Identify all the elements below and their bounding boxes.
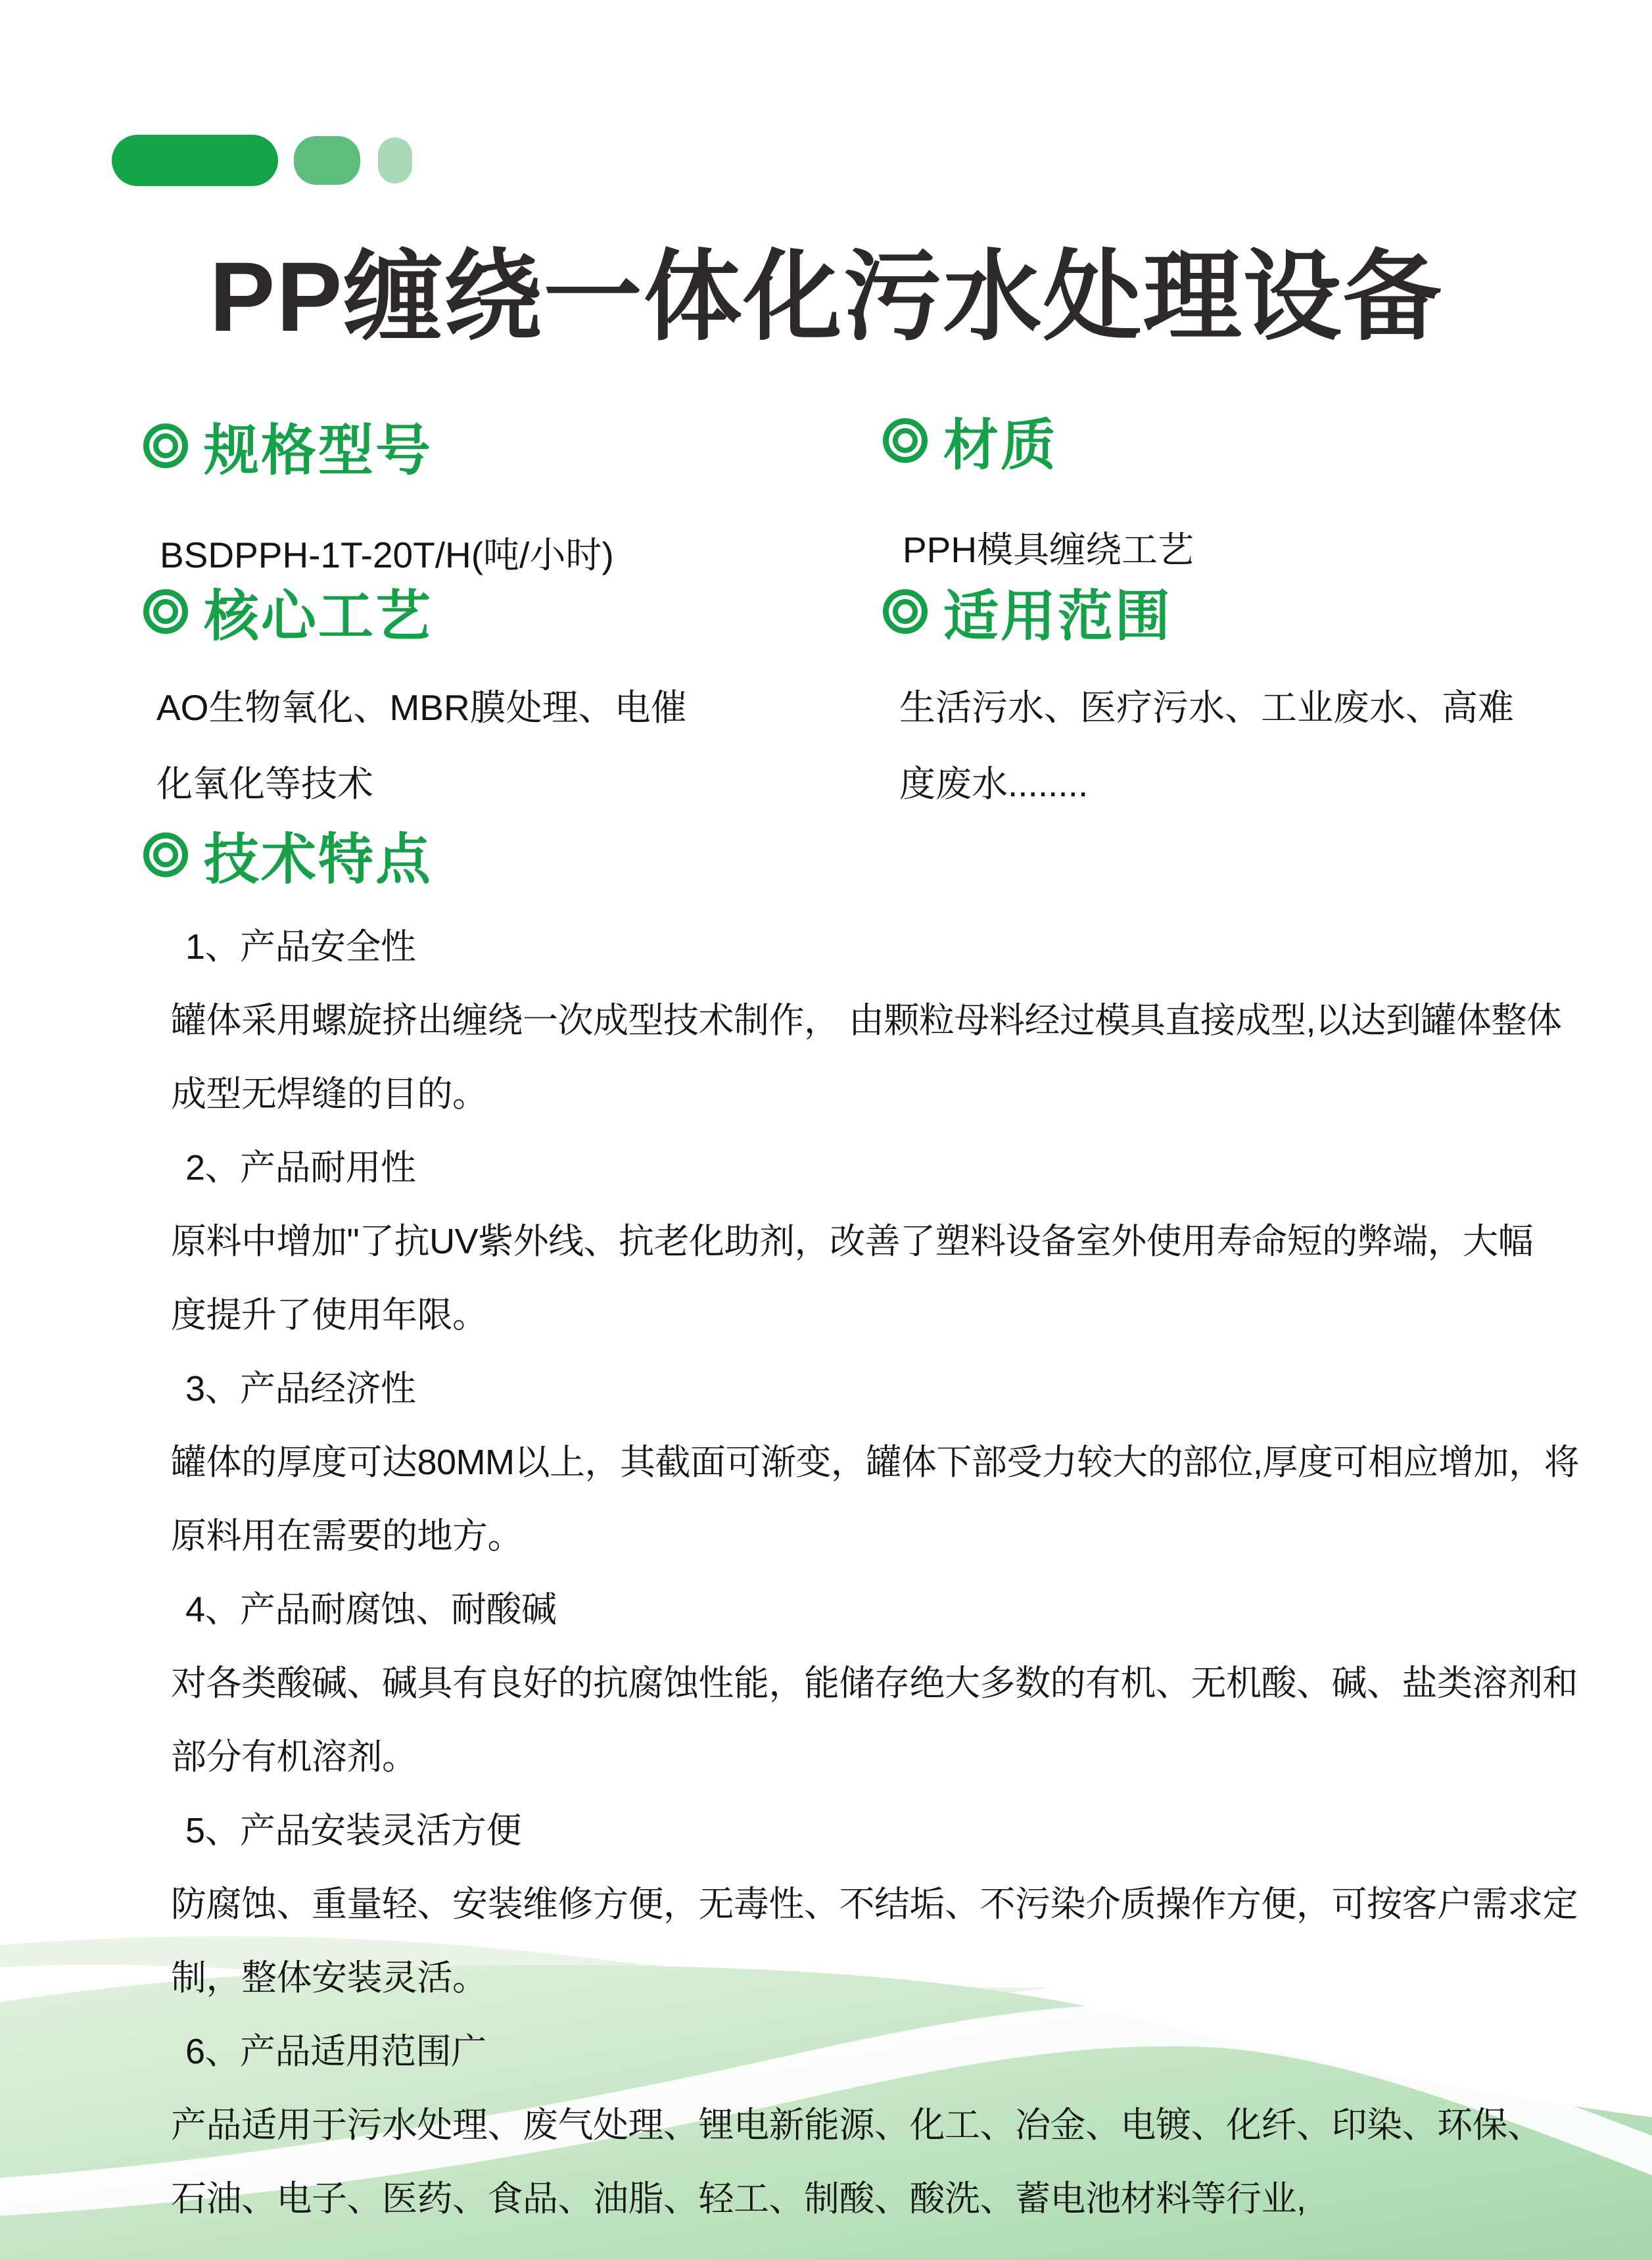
core-process-text: AO生物氧化、MBR膜处理、电催 [156,687,687,728]
decor-bar-small [378,137,412,183]
section-scope-heading [883,580,1619,647]
bullseye-icon [143,589,188,634]
decor-bar-large [112,135,278,186]
feature-text: 罐体采用螺旋挤出缠绕一次成型技术制作， 由颗粒母料经过模具直接成型,以达到罐体整体 [171,1001,1562,1040]
section-scope-body [883,669,1619,822]
feature-text: 对各类酸碱、碱具有良好的抗腐蚀性能，能储存绝大多数的有机、无机酸、碱、盐类溶剂和 [171,1664,1578,1703]
core-process-text: 化氧化等技术 [156,763,374,804]
feature-text: 成型无焊缝的目的。 [171,1074,488,1114]
section-material-heading [883,409,1606,476]
feature-text: 防腐蚀、重量轻、安装维修方便，无毒性、不结垢、不污染介质操作方便，可按客户需求定 [171,1885,1578,1924]
material-text: PPH模具缠绕工艺 [903,529,1194,570]
bullseye-icon [143,423,188,468]
section-spec [143,414,853,593]
feature-list [143,910,1629,2236]
section-heading-text: 核心工艺 [204,585,433,647]
feature-item-title: 5、产品安装灵活方便 [185,1811,522,1850]
feature-item-title: 1、产品安全性 [185,927,416,967]
section-material [883,409,1606,588]
section-core-body [143,669,853,822]
feature-text: 罐体的厚度可达80MM以上，其截面可渐变，罐体下部受力较大的部位,厚度可相应增加，将 [171,1443,1580,1482]
feature-text: 制，整体安装灵活。 [171,1958,488,1998]
feature-text: 石油、电子、医药、食品、油脂、轻工、制酸、酸洗、蓄电池材料等行业, [171,2179,1306,2219]
section-features-heading [143,823,1629,890]
feature-item-title: 3、产品经济性 [185,1369,416,1408]
section-heading-text: 规格型号 [204,419,433,481]
scope-text: 度废水........ [899,763,1089,804]
feature-text: 原料中增加"了抗UV紫外线、抗老化助剂，改善了塑料设备室外使用寿命短的弊端，大幅 [171,1222,1534,1261]
section-features [143,823,1629,2236]
feature-item-title: 2、产品耐用性 [185,1148,416,1188]
section-heading-text: 适用范围 [943,585,1173,647]
spec-model-text: BSDPPH-1T-20T/H(吨/小时) [160,535,614,575]
section-core-heading [143,580,853,647]
section-scope [883,580,1619,822]
decor-bar-medium [294,136,360,185]
section-spec-heading [143,414,853,481]
feature-text: 度提升了使用年限。 [171,1295,488,1335]
feature-text: 原料用在需要的地方。 [171,1516,523,1556]
bullseye-icon [883,589,928,634]
feature-text: 产品适用于污水处理、废气处理、锂电新能源、化工、冶金、电镀、化纤、印染、环保、 [171,2105,1543,2145]
feature-item-title: 6、产品适用范围广 [185,2032,486,2071]
bullseye-icon [143,832,188,877]
section-core-process [143,580,853,822]
page-title: PP缠绕一体化污水处理设备 [209,241,1443,352]
scope-text: 生活污水、医疗污水、工业废水、高难 [899,687,1515,728]
feature-text: 部分有机溶剂。 [171,1737,417,1777]
feature-item-title: 4、产品耐腐蚀、耐酸碱 [185,1590,557,1629]
section-heading-text: 技术特点 [204,828,433,890]
bullseye-icon [883,418,928,463]
section-heading-text: 材质 [943,414,1058,476]
